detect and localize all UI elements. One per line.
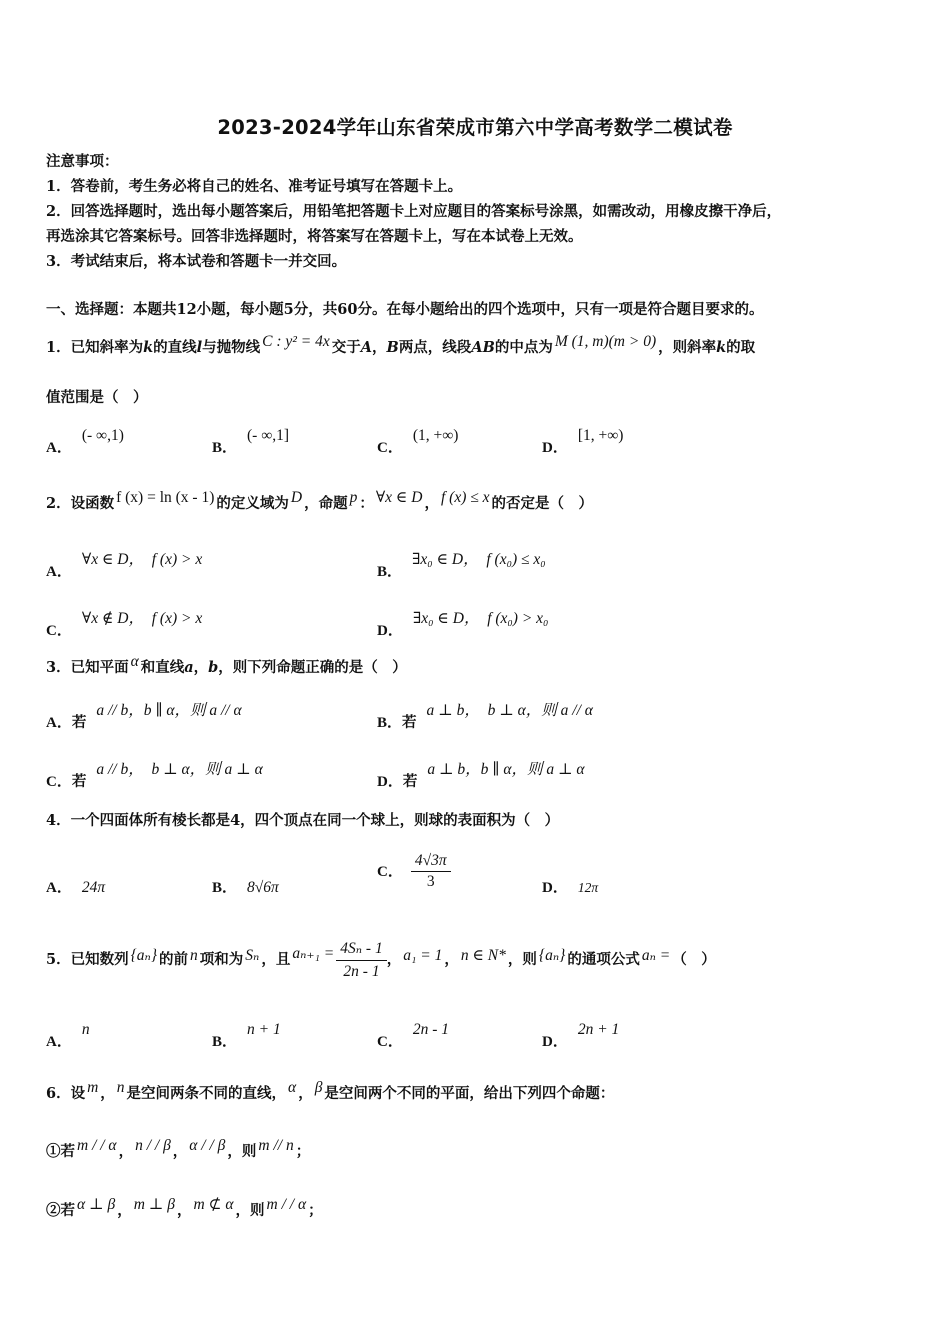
q5-text: ，	[386, 951, 402, 968]
notice-item-1: 1．答卷前，考生务必将自己的姓名、准考证号填写在答题卡上。	[46, 178, 463, 195]
q2-text: 2．设函数	[46, 495, 115, 512]
question-2	[46, 489, 594, 514]
statement-sep: ，	[117, 1202, 132, 1219]
q5-option-d[interactable]	[542, 1021, 620, 1050]
q1-text: 的中点为	[494, 339, 553, 356]
q5-option-c[interactable]	[377, 1021, 450, 1050]
fraction-numerator: 4Sₙ - 1	[336, 939, 386, 961]
option-label: B．	[212, 1034, 238, 1050]
option-label: C．	[377, 863, 403, 880]
option-prefix: 若	[71, 773, 87, 790]
q5-sequence: {aₙ}	[538, 947, 566, 964]
q1-option-d[interactable]	[542, 427, 624, 456]
q6-statement-1	[46, 1137, 311, 1162]
q1-text: 两点，线段	[398, 339, 472, 356]
q1-text: 的直线	[153, 339, 197, 356]
statement-math: m / / α	[77, 1137, 117, 1154]
q1-option-a[interactable]	[46, 427, 124, 456]
q5-text: 5．已知数列	[46, 951, 129, 968]
q2-text: ：	[359, 495, 374, 512]
option-label: C．	[46, 774, 72, 790]
statement-math: n / / β	[135, 1137, 171, 1154]
q4-options	[46, 852, 926, 900]
option-label: A．	[46, 564, 72, 580]
q2-text: 的否定是（ ）	[491, 495, 594, 512]
q6-m: m	[87, 1079, 99, 1096]
notice-item-2: 2．回答选择题时，选出每小题答案后，用铅笔把答题卡上对应题目的答案标号涂黑，如需改动，用橡皮擦干净后，	[46, 203, 782, 220]
notice-item-2-cont: 再选涂其它答案标号。回答非选择题时，将答案写在答题卡上，写在本试卷上无效。	[46, 228, 583, 245]
statement-prefix: ②若	[46, 1202, 75, 1219]
q2-text: ，命题	[304, 495, 348, 512]
option-label: B．	[212, 880, 238, 896]
statement-math: m ⊄ α	[193, 1196, 234, 1213]
q1-l: l	[196, 339, 203, 356]
q2-option-d[interactable]	[377, 610, 549, 639]
statement-sep: ，则	[227, 1143, 257, 1160]
q3-text: ，	[193, 659, 209, 676]
q3-text: ，则下列命题正确的是（ ）	[218, 659, 407, 676]
option-label: D．	[542, 440, 568, 456]
option-value: 2n + 1	[577, 1021, 620, 1038]
statement-prefix: ①若	[46, 1143, 75, 1160]
statement-end: ；	[308, 1202, 323, 1219]
exam-title: 2023-2024学年山东省荣成市第六中学高考数学二模试卷	[217, 116, 733, 139]
option-label: B．	[377, 715, 403, 731]
q6-alpha: α	[288, 1079, 297, 1096]
question-4: 4．一个四面体所有棱长都是4，四个顶点在同一个球上，则球的表面积为（ ）	[46, 812, 560, 829]
q1-option-c[interactable]	[377, 427, 459, 456]
q5-recurrence-fraction	[336, 939, 386, 982]
q1-options	[46, 427, 926, 458]
option-value: 8√6π	[247, 879, 279, 896]
q4-option-d[interactable]	[542, 870, 599, 896]
section-heading: 一、选择题：本题共12小题，每小题5分，共60分。在每小题给出的四个选项中，只有一项是符合题目要求的。	[46, 301, 764, 318]
option-label: A．	[46, 715, 72, 731]
q5-text: （ ）	[672, 951, 716, 968]
question-3	[46, 653, 407, 678]
q2-option-a[interactable]	[46, 551, 203, 580]
statement-sep: ，则	[235, 1202, 265, 1219]
option-value: [1, +∞)	[577, 427, 624, 444]
option-label: D．	[377, 623, 403, 639]
fraction-denominator: 2n - 1	[343, 962, 380, 980]
q1-text: 交于	[331, 339, 361, 356]
option-label: C．	[46, 623, 72, 639]
q6-text: ，	[100, 1085, 115, 1102]
q1-AB: AB	[471, 339, 495, 356]
q5-text: ，	[444, 951, 459, 968]
q2-text: ，	[424, 495, 439, 512]
q5-text: 的前	[159, 951, 189, 968]
q1-A: A	[360, 339, 373, 356]
option-value: 24π	[81, 879, 106, 896]
option-value: (- ∞,1)	[81, 427, 124, 444]
statement-math: m / / α	[266, 1196, 307, 1213]
option-label: C．	[377, 440, 403, 456]
q1-text: ，	[372, 339, 387, 356]
notice-item-3: 3．考试结束后，将本试卷和答题卡一并交回。	[46, 253, 347, 270]
q3-alpha: α	[130, 653, 139, 670]
option-label: D．	[542, 880, 568, 896]
q6-text: 6．设	[46, 1085, 86, 1102]
question-6	[46, 1079, 615, 1104]
q5-n: n	[190, 947, 198, 964]
q5-general-term: aₙ =	[641, 947, 671, 964]
q5-text: ，且	[261, 951, 291, 968]
option-label: A．	[46, 1034, 72, 1050]
statement-math: α / / β	[189, 1137, 226, 1154]
q3-a: a	[184, 659, 194, 676]
q2-proposition: p	[349, 489, 358, 506]
option-value: (- ∞,1]	[247, 427, 290, 444]
q3-option-c[interactable]	[46, 761, 263, 790]
q4-option-b[interactable]	[212, 870, 279, 896]
q4-option-a[interactable]	[46, 870, 106, 896]
q2-text: 的定义域为	[216, 495, 289, 512]
q6-text: 是空间两个不同的平面，给出下列四个命题：	[324, 1085, 615, 1102]
option-label: A．	[46, 440, 72, 456]
q1-text: ，则斜率	[658, 339, 717, 356]
q3-options-row1	[46, 704, 926, 732]
q2-option-b[interactable]	[377, 551, 546, 580]
statement-end: ；	[295, 1143, 311, 1160]
q3-option-b[interactable]	[377, 702, 593, 731]
option-value: a ⊥ b，b ∥ α，则 a ⊥ α	[427, 761, 585, 778]
q5-text: 项和为	[199, 951, 244, 968]
option-value: a // b，b ∥ α，则 a // α	[96, 702, 242, 719]
statement-sep: ，	[118, 1143, 134, 1160]
option-value: ∃x₀ ∈ D， f (x₀) > x₀	[412, 610, 549, 627]
statement-math: α ⊥ β	[77, 1196, 116, 1213]
q2-options-row2	[46, 612, 926, 640]
option-value: ∀x ∈ D， f (x) > x	[81, 551, 203, 568]
q2-inequality: f (x) ≤ x	[440, 489, 490, 506]
q6-beta: β	[314, 1079, 323, 1096]
option-value: (1, +∞)	[412, 427, 459, 444]
q2-option-c[interactable]	[46, 610, 203, 639]
q5-recurrence-lhs: aₙ₊₁ =	[292, 945, 335, 962]
q5-text: 的通项公式	[567, 951, 640, 968]
q1-text: 的取	[726, 339, 756, 356]
q2-quantifier: ∀x ∈ D	[375, 489, 423, 506]
q2-domain: D	[290, 489, 303, 506]
q3-option-a[interactable]	[46, 702, 242, 731]
q3-options-row2	[46, 763, 926, 791]
q6-text: ，	[298, 1085, 313, 1102]
option-value: n	[81, 1021, 90, 1038]
fraction-numerator: 4√3π	[411, 852, 451, 872]
q5-n-domain: n ∈ N*	[460, 947, 506, 964]
q6-statement-2	[46, 1196, 323, 1221]
q6-n: n	[116, 1079, 125, 1096]
option-label: B．	[377, 564, 403, 580]
statement-sep: ，	[176, 1202, 192, 1219]
q2-options-row1	[46, 553, 926, 581]
option-label: D．	[542, 1034, 568, 1050]
q1-midpoint-formula: M (1, m)(m > 0)	[554, 333, 657, 350]
q3-text: 和直线	[140, 659, 185, 676]
q3-text: 3．已知平面	[46, 659, 129, 676]
q1-k: k	[716, 339, 727, 356]
q3-option-d[interactable]	[377, 761, 585, 790]
q3-b: b	[208, 659, 219, 676]
statement-math: m ⊥ β	[133, 1196, 175, 1213]
option-label: D．	[377, 774, 403, 790]
option-value: 2n - 1	[412, 1021, 450, 1038]
option-value: n + 1	[247, 1021, 281, 1038]
q5-option-b[interactable]	[212, 1021, 281, 1050]
option-value: a ⊥ b， b ⊥ α，则 a // α	[426, 702, 593, 719]
option-value: a // b， b ⊥ α，则 a ⊥ α	[96, 761, 263, 778]
q5-option-a[interactable]	[46, 1021, 90, 1050]
q5-initial: a₁ = 1	[403, 947, 443, 964]
option-value: ∀x ∉ D， f (x) > x	[81, 610, 203, 627]
statement-sep: ，	[172, 1143, 188, 1160]
option-prefix: 若	[402, 773, 418, 790]
q5-sum: Sₙ	[245, 947, 260, 964]
option-label: B．	[212, 440, 238, 456]
q1-parabola-formula: C : y² = 4x	[262, 333, 330, 350]
option-prefix: 若	[71, 714, 87, 731]
option-value: ∃x₀ ∈ D， f (x₀) ≤ x₀	[412, 551, 546, 568]
notice-heading: 注意事项：	[46, 153, 119, 170]
q5-text: ，则	[507, 951, 537, 968]
fraction-denominator: 3	[426, 873, 435, 890]
option-value: 12π	[577, 880, 599, 895]
q1-text: 与抛物线	[202, 339, 261, 356]
q1-option-b[interactable]	[212, 427, 290, 456]
q6-text: 是空间两条不同的直线，	[126, 1085, 287, 1102]
question-5	[46, 936, 716, 984]
option-label: A．	[46, 880, 72, 896]
option-label: C．	[377, 1034, 403, 1050]
q2-function-formula: f (x) = ln (x - 1)	[116, 489, 215, 506]
q5-options	[46, 1021, 926, 1052]
option-prefix: 若	[402, 714, 417, 731]
q4-option-c-fraction	[411, 852, 451, 891]
question-1	[46, 333, 756, 358]
q5-sequence: {aₙ}	[130, 947, 158, 964]
q1-B: B	[386, 339, 399, 356]
q1-text: 1．已知斜率为	[46, 339, 144, 356]
q1-k: k	[143, 339, 154, 356]
statement-math: m // n	[258, 1137, 294, 1154]
q4-option-c[interactable]	[377, 852, 451, 891]
q1-continuation: 值范围是（ ）	[46, 389, 148, 406]
